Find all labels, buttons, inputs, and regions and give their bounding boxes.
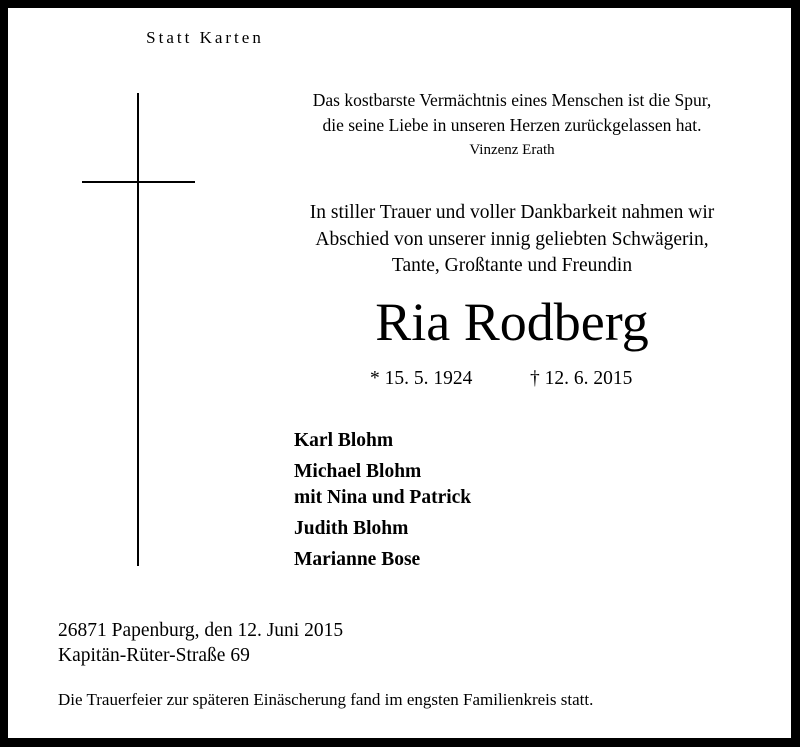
- address-street: Kapitän-Rüter-Straße 69: [58, 645, 250, 666]
- address: [58, 618, 343, 668]
- mourning-line: Abschied von unserer innig geliebten Schwägerin,: [315, 228, 709, 250]
- cross-icon-horizontal: [82, 181, 195, 183]
- family-member: Michael Blohm: [294, 461, 422, 482]
- address-place-date: 26871 Papenburg, den 12. Juni 2015: [58, 620, 344, 641]
- death-date: † 12. 6. 2015: [530, 368, 633, 389]
- quote-line: Das kostbarste Vermächtnis eines Menschen ist die Spur,: [312, 90, 712, 110]
- family-entry: [294, 428, 471, 454]
- family-list: [294, 428, 471, 578]
- deceased-name: Ria Rodberg: [375, 292, 649, 352]
- mourning-text: [262, 200, 762, 280]
- footer-note: Die Trauerfeier zur späteren Einäscherung fand im engsten Familienkreis statt.: [58, 690, 594, 709]
- family-member: Judith Blohm: [294, 518, 409, 539]
- family-member: Marianne Bose: [294, 549, 421, 570]
- family-member-companions: mit Nina und Patrick: [294, 487, 472, 508]
- family-entry: [294, 547, 471, 573]
- header-text: Statt Karten: [146, 28, 264, 47]
- birth-date: * 15. 5. 1924: [370, 368, 473, 389]
- mourning-line: Tante, Großtante und Freundin: [391, 255, 633, 276]
- quote-author: Vinzenz Erath: [469, 142, 555, 158]
- family-member: Karl Blohm: [294, 430, 394, 451]
- cross-icon-vertical: [137, 93, 139, 566]
- mourning-line: In stiller Trauer und voller Dankbarkeit nahmen wir: [309, 202, 715, 223]
- quote: [282, 88, 742, 138]
- family-entry: [294, 459, 471, 511]
- family-entry: [294, 516, 471, 542]
- quote-line: die seine Liebe in unseren Herzen zurückgelassen hat.: [322, 115, 702, 135]
